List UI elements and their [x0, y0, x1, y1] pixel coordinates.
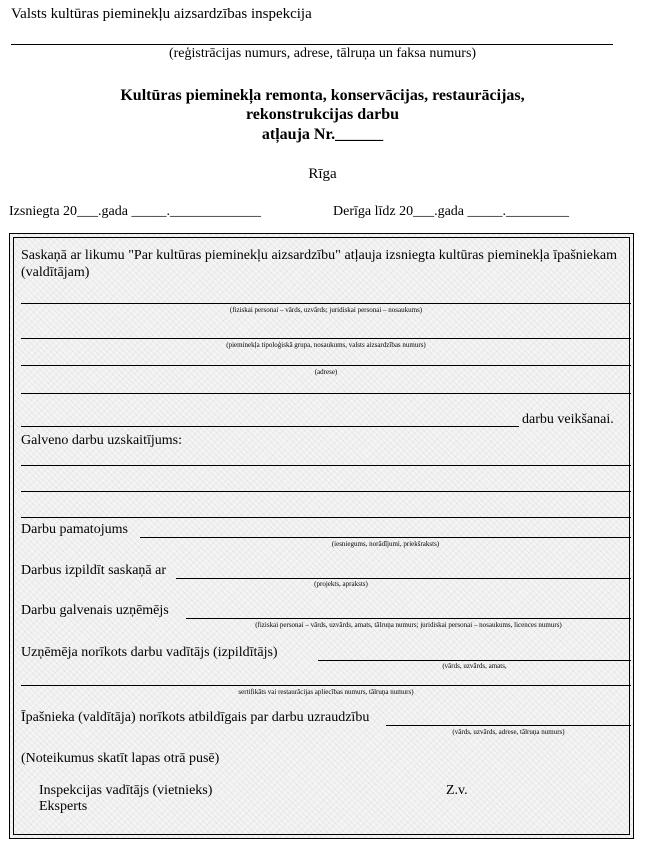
- main-works-line-3[interactable]: [21, 517, 631, 518]
- agency-name: Valsts kultūras pieminekļu aizsardzības inspekcija: [11, 6, 312, 22]
- contractor-label: Darbu galvenais uzņēmējs: [21, 603, 169, 618]
- caption-person: (fiziskai personai – vārds, uzvārds; juridiskai personai – nosaukums): [229, 306, 423, 314]
- works-suffix: darbu veikšanai.: [522, 412, 614, 427]
- agency-details-caption: (reģistrācijas numurs, adrese, tālruņa un faksa numurs): [168, 46, 477, 61]
- contractor-caption: (fiziskai personai – vārds, uzvārds, amats, tālruņa numurs; juridiskai personai – nosaukums, licences numurs): [255, 621, 562, 629]
- monument-line[interactable]: [21, 338, 631, 339]
- city: Rīga: [308, 166, 337, 182]
- owner-supervisor-caption: (vārds, uzvārds, adrese, tālruņa numurs): [452, 728, 565, 736]
- title-line-2: rekonstrukcijas darbu: [245, 106, 400, 123]
- manager-line[interactable]: [318, 660, 631, 661]
- accordance-label: Darbus izpildīt saskaņā ar: [21, 563, 167, 578]
- main-works-line-1[interactable]: [21, 465, 631, 466]
- expert-label: Eksperts: [39, 799, 88, 814]
- accordance-caption: (projekts, apraksts): [314, 580, 368, 588]
- contractor-line[interactable]: [186, 618, 631, 619]
- reverse-side-note: (Noteikumus skatīt lapas otrā pusē): [21, 751, 220, 766]
- manager-caption-2: sertifikāts vai restaurācijas apliecības numurs, tālruņa numurs): [238, 688, 414, 696]
- caption-address: (adrese): [314, 368, 338, 376]
- manager-label: Uzņēmēja norīkots darbu vadītājs (izpildītājs): [21, 645, 278, 660]
- address-line[interactable]: [21, 365, 631, 366]
- manager-line-2[interactable]: [21, 685, 631, 686]
- manager-caption: (vārds, uzvārds, amats,: [442, 662, 507, 670]
- justification-caption: (iesniegums, norādījumi, priekšraksts): [331, 540, 440, 548]
- works-line[interactable]: [21, 426, 519, 427]
- inspection-head-label: Inspekcijas vadītājs (vietnieks): [39, 783, 213, 798]
- owner-supervisor-label: Īpašnieka (valdītāja) norīkots atbildīgais par darbu uzraudzību: [21, 710, 370, 725]
- permit-number: atļauja Nr.______: [261, 126, 384, 143]
- owner-supervisor-line[interactable]: [386, 725, 631, 726]
- caption-monument: (pieminekļa tipoloģiskā grupa, nosaukums, valsts aizsardzības numurs): [226, 341, 426, 349]
- issued-date: Izsniegta 20___.gada _____._____________: [9, 204, 261, 219]
- main-works-label: Galveno darbu uzskaitījums:: [21, 433, 182, 448]
- owner-line[interactable]: [21, 303, 631, 304]
- agency-details-line: [11, 44, 613, 45]
- extra-line-1[interactable]: [21, 393, 631, 394]
- accordance-line[interactable]: [176, 578, 631, 579]
- valid-until-date: Derīga līdz 20___.gada _____._________: [333, 204, 570, 219]
- seal-label: Z.v.: [446, 783, 468, 798]
- justification-label: Darbu pamatojums: [21, 522, 128, 537]
- title-line-1: Kultūras pieminekļa remonta, konservācijas, restaurācijas,: [120, 87, 525, 104]
- justification-line[interactable]: [140, 537, 631, 538]
- intro-text: Saskaņā ar likumu "Par kultūras pieminekļu aizsardzību" atļauja izsniegta kultūras pieminekļa īpašniekam (valdītājam): [21, 248, 617, 280]
- main-works-line-2[interactable]: [21, 491, 631, 492]
